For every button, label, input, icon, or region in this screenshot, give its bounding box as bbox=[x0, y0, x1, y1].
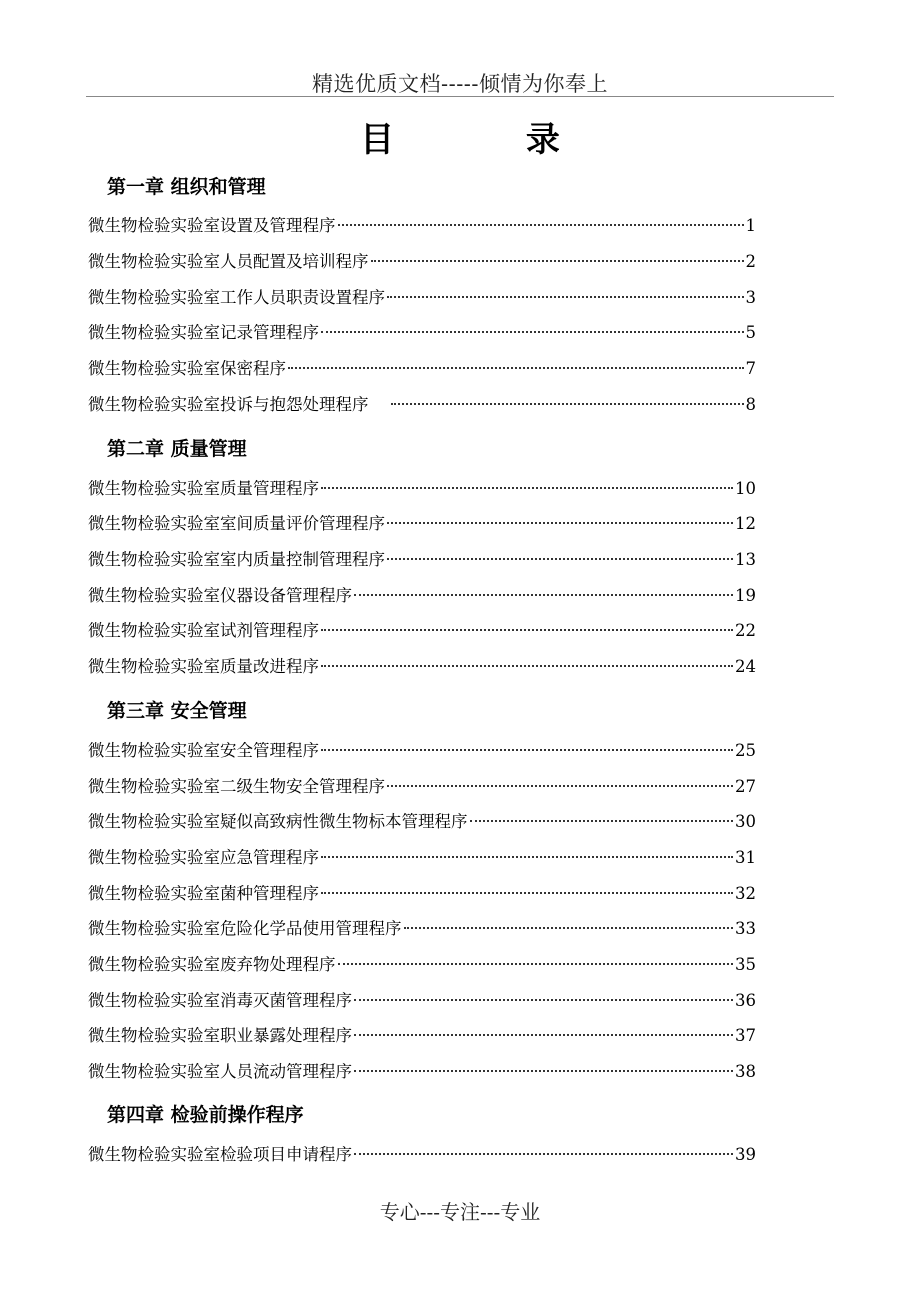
toc-leader-dots bbox=[387, 558, 733, 560]
toc-leader-dots bbox=[387, 785, 733, 787]
toc-entry-title: 微生物检验实验室人员流动管理程序 bbox=[88, 1062, 352, 1081]
toc-entry-page: 1 bbox=[745, 216, 756, 235]
toc-entry-page: 7 bbox=[745, 359, 756, 378]
toc-leader-dots bbox=[387, 296, 744, 298]
toc-entry-page: 12 bbox=[735, 514, 756, 533]
toc-leader-dots bbox=[321, 629, 733, 631]
toc-entry[interactable] bbox=[88, 510, 756, 534]
toc-entry-page: 30 bbox=[735, 812, 756, 831]
toc-entry[interactable] bbox=[88, 1141, 756, 1165]
toc-entry-title: 微生物检验实验室安全管理程序 bbox=[88, 741, 319, 760]
toc-leader-dots bbox=[321, 487, 733, 489]
page-footer: 专心---专注---专业 bbox=[379, 1200, 541, 1224]
toc-entry-title: 微生物检验实验室投诉与抱怨处理程序 bbox=[88, 395, 369, 414]
toc-entry-page: 10 bbox=[735, 479, 756, 498]
toc-entry-page: 13 bbox=[735, 550, 756, 569]
toc-entry-title: 微生物检验实验室菌种管理程序 bbox=[88, 884, 319, 903]
toc-entry-title: 微生物检验实验室应急管理程序 bbox=[88, 848, 319, 867]
toc-entry[interactable] bbox=[88, 284, 756, 308]
toc-entry[interactable] bbox=[88, 844, 756, 868]
toc-entry[interactable] bbox=[88, 212, 756, 236]
toc-entry[interactable] bbox=[88, 248, 756, 272]
toc-entry[interactable] bbox=[88, 915, 756, 939]
chapter-4-heading: 第四章 检验前操作程序 bbox=[107, 1104, 304, 1126]
toc-leader-dots bbox=[354, 1070, 733, 1072]
page-title: 目 录 bbox=[360, 120, 620, 160]
toc-entry-title: 微生物检验实验室职业暴露处理程序 bbox=[88, 1026, 352, 1045]
toc-entry[interactable] bbox=[88, 951, 756, 975]
toc-leader-dots bbox=[354, 1153, 733, 1155]
toc-entry-page: 25 bbox=[735, 741, 756, 760]
toc-leader-dots bbox=[391, 403, 744, 405]
toc-entry[interactable] bbox=[88, 391, 756, 415]
toc-entry-title: 微生物检验实验室试剂管理程序 bbox=[88, 621, 319, 640]
toc-entry-title: 微生物检验实验室疑似高致病性微生物标本管理程序 bbox=[88, 812, 468, 831]
toc-leader-dots bbox=[387, 522, 733, 524]
toc-entry[interactable] bbox=[88, 582, 756, 606]
toc-leader-dots bbox=[321, 331, 744, 333]
toc-leader-dots bbox=[371, 260, 744, 262]
toc-entry-title: 微生物检验实验室保密程序 bbox=[88, 359, 286, 378]
toc-entry-title: 微生物检验实验室室内质量控制管理程序 bbox=[88, 550, 385, 569]
toc-entry-page: 22 bbox=[735, 621, 756, 640]
toc-entry-page: 37 bbox=[735, 1026, 756, 1045]
toc-leader-dots bbox=[338, 224, 744, 226]
toc-entry[interactable] bbox=[88, 1022, 756, 1046]
chapter-1-heading: 第一章 组织和管理 bbox=[107, 176, 266, 198]
toc-entry[interactable] bbox=[88, 773, 756, 797]
toc-entry-title: 微生物检验实验室人员配置及培训程序 bbox=[88, 252, 369, 271]
toc-entry-page: 19 bbox=[735, 586, 756, 605]
chapter-3-heading: 第三章 安全管理 bbox=[107, 700, 247, 722]
toc-entry-page: 8 bbox=[745, 395, 756, 414]
toc-entry-title: 微生物检验实验室危险化学品使用管理程序 bbox=[88, 919, 402, 938]
toc-entry-page: 38 bbox=[735, 1062, 756, 1081]
toc-entry[interactable] bbox=[88, 617, 756, 641]
toc-entry[interactable] bbox=[88, 1058, 756, 1082]
toc-entry-title: 微生物检验实验室仪器设备管理程序 bbox=[88, 586, 352, 605]
toc-leader-dots bbox=[354, 594, 733, 596]
toc-leader-dots bbox=[470, 820, 734, 822]
toc-entry-title: 微生物检验实验室消毒灭菌管理程序 bbox=[88, 991, 352, 1010]
toc-leader-dots bbox=[354, 1034, 733, 1036]
toc-entry[interactable] bbox=[88, 319, 756, 343]
toc-entry-title: 微生物检验实验室二级生物安全管理程序 bbox=[88, 777, 385, 796]
toc-entry-page: 5 bbox=[745, 323, 756, 342]
toc-entry[interactable] bbox=[88, 808, 756, 832]
toc-entry[interactable] bbox=[88, 653, 756, 677]
toc-entry-title: 微生物检验实验室室间质量评价管理程序 bbox=[88, 514, 385, 533]
chapter-2-heading: 第二章 质量管理 bbox=[107, 438, 247, 460]
toc-entry[interactable] bbox=[88, 355, 756, 379]
toc-entry[interactable] bbox=[88, 475, 756, 499]
toc-entry-title: 微生物检验实验室设置及管理程序 bbox=[88, 216, 336, 235]
toc-leader-dots bbox=[288, 367, 744, 369]
toc-leader-dots bbox=[338, 963, 734, 965]
toc-entry-page: 33 bbox=[735, 919, 756, 938]
toc-entry-page: 39 bbox=[735, 1145, 756, 1164]
toc-entry-title: 微生物检验实验室记录管理程序 bbox=[88, 323, 319, 342]
toc-entry-title: 微生物检验实验室废弃物处理程序 bbox=[88, 955, 336, 974]
toc-entry-page: 36 bbox=[735, 991, 756, 1010]
toc-entry[interactable] bbox=[88, 987, 756, 1011]
toc-entry[interactable] bbox=[88, 546, 756, 570]
toc-leader-dots bbox=[321, 749, 733, 751]
toc-entry-page: 31 bbox=[735, 848, 756, 867]
toc-entry-page: 35 bbox=[735, 955, 756, 974]
toc-entry-page: 3 bbox=[745, 288, 756, 307]
toc-leader-dots bbox=[354, 999, 733, 1001]
toc-leader-dots bbox=[321, 892, 733, 894]
header-divider bbox=[86, 96, 834, 97]
toc-entry[interactable] bbox=[88, 880, 756, 904]
toc-entry-page: 32 bbox=[735, 884, 756, 903]
toc-leader-dots bbox=[321, 856, 733, 858]
toc-leader-dots bbox=[321, 665, 733, 667]
toc-entry-page: 24 bbox=[735, 657, 756, 676]
toc-entry-page: 2 bbox=[745, 252, 756, 271]
toc-entry-title: 微生物检验实验室工作人员职责设置程序 bbox=[88, 288, 385, 307]
toc-entry[interactable] bbox=[88, 737, 756, 761]
toc-entry-page: 27 bbox=[735, 777, 756, 796]
toc-entry-title: 微生物检验实验室质量管理程序 bbox=[88, 479, 319, 498]
toc-entry-title: 微生物检验实验室检验项目申请程序 bbox=[88, 1145, 352, 1164]
toc-leader-dots bbox=[404, 927, 734, 929]
toc-entry-title: 微生物检验实验室质量改进程序 bbox=[88, 657, 319, 676]
page-header: 精选优质文档-----倾情为你奉上 bbox=[312, 72, 608, 96]
